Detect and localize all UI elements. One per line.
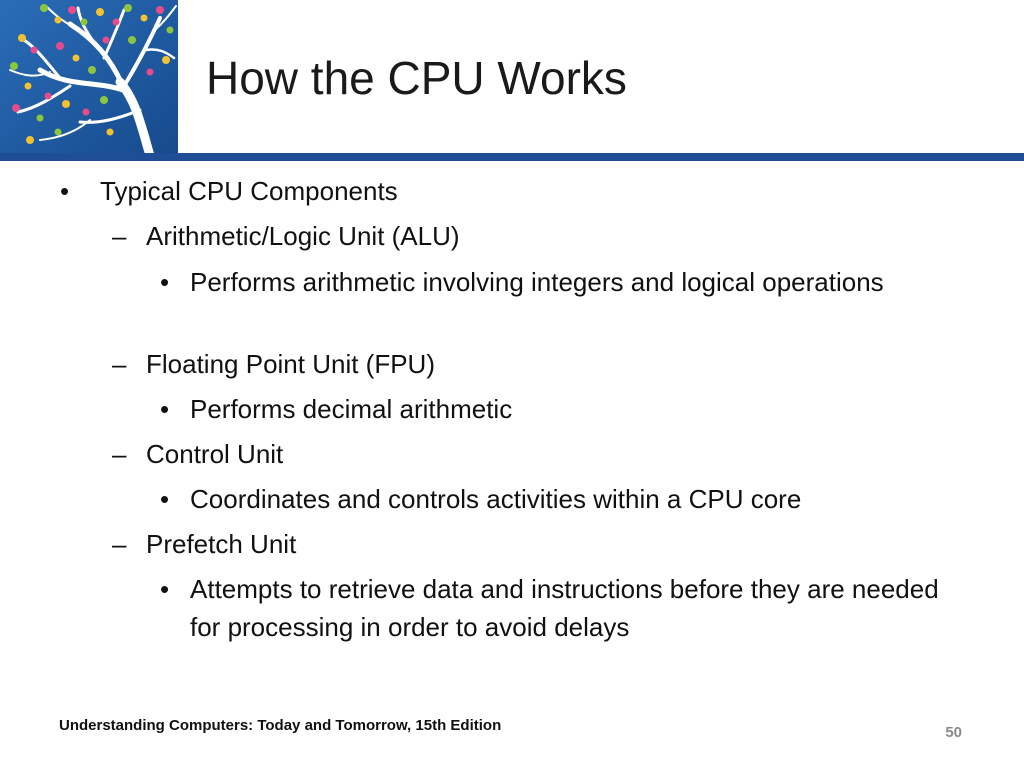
- bullet-marker: •: [160, 574, 170, 604]
- bullet-level2: [112, 217, 972, 255]
- title-divider: [0, 153, 1024, 161]
- dash-marker: –: [112, 221, 127, 251]
- tree-logo-icon: [0, 0, 178, 156]
- bullet-text: Attempts to retrieve data and instructions before they are needed for processing in order to avoid delays: [190, 574, 939, 642]
- bullet-text: Floating Point Unit (FPU): [146, 349, 435, 379]
- bullet-level2: [112, 345, 972, 383]
- bullet-text: Coordinates and controls activities within a CPU core: [190, 484, 802, 514]
- dash-marker: –: [112, 439, 127, 469]
- footer-text: Understanding Computers: Today and Tomorrow, 15th Edition: [59, 717, 502, 734]
- bullet-level3: [160, 263, 960, 301]
- bullet-marker: •: [160, 394, 170, 424]
- bullet-list: [0, 172, 1024, 692]
- bullet-text: Performs arithmetic involving integers and logical operations: [190, 267, 884, 297]
- bullet-level1: [60, 172, 960, 210]
- bullet-marker: •: [60, 176, 70, 206]
- page-number: 50: [945, 724, 962, 741]
- bullet-level2: [112, 435, 972, 473]
- dash-marker: –: [112, 529, 127, 559]
- bullet-text: Prefetch Unit: [146, 529, 297, 559]
- bullet-text: Performs decimal arithmetic: [190, 394, 513, 424]
- dash-marker: –: [112, 349, 127, 379]
- bullet-marker: •: [160, 267, 170, 297]
- bullet-text: Arithmetic/Logic Unit (ALU): [146, 221, 460, 251]
- bullet-level2: [112, 525, 972, 563]
- bullet-text: Control Unit: [146, 439, 284, 469]
- bullet-level3: [160, 480, 960, 518]
- bullet-text: Typical CPU Components: [100, 176, 398, 206]
- slide-title: How the CPU Works: [206, 52, 627, 104]
- bullet-level3: [160, 390, 960, 428]
- bullet-level3: [160, 570, 960, 646]
- bullet-marker: •: [160, 484, 170, 514]
